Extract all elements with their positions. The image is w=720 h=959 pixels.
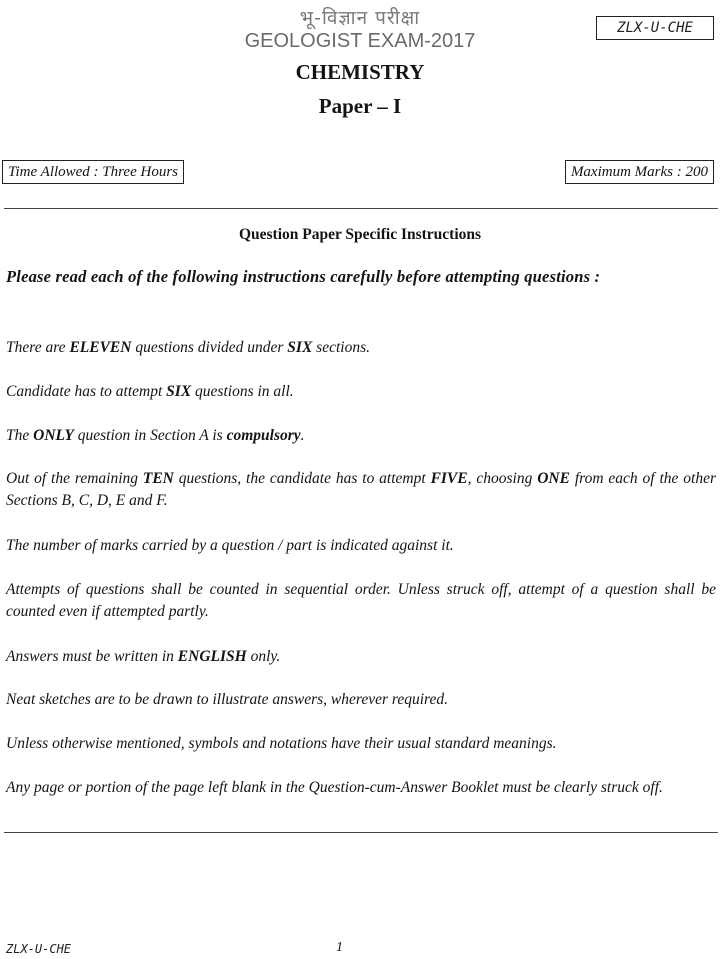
instruction-item: Neat sketches are to be drawn to illustrate answers, wherever required. [6,691,448,708]
footer-paper-code: ZLX-U-CHE [6,942,72,956]
instruction-item: The ONLY question in Section A is compulsory. [6,427,305,444]
instruction-item: Any page or portion of the page left blank in the Question-cum-Answer Booklet must be clearly struck off. [6,779,663,796]
emphasis-text: ONE [537,470,570,487]
time-allowed-box: Time Allowed : Three Hours [2,160,184,184]
instruction-item: Out of the remaining TEN questions, the candidate has to attempt FIVE, choosing ONE from each of the other Sections B, C, D, E and F. [6,470,716,509]
divider-bottom [4,832,718,833]
emphasis-text: FIVE [430,470,468,487]
page-number: 1 [336,940,343,955]
emphasis-text: TEN [142,470,174,487]
instruction-item: Unless otherwise mentioned, symbols and notations have their usual standard meanings. [6,735,557,752]
instruction-item: Attempts of questions shall be counted in sequential order. Unless struck off, attempt of a question shall be counted even if attempted partly. [6,581,716,620]
divider-top [4,208,718,209]
exam-title: GEOLOGIST EXAM-2017 [244,30,476,52]
emphasis-text: ONLY [33,427,74,444]
instructions-intro: Please read each of the following instructions carefully before attempting questions : [6,267,601,286]
emphasis-text: ELEVEN [69,339,132,356]
exam-title-hindi: भू-विज्ञान परीक्षा [299,7,421,29]
instruction-item: The number of marks carried by a question / part is indicated against it. [6,537,454,554]
paper-code-box: ZLX-U-CHE [596,16,714,40]
instructions-heading: Question Paper Specific Instructions [238,226,482,243]
instruction-item: There are ELEVEN questions divided under SIX sections. [6,339,370,356]
emphasis-text: compulsory [226,427,301,444]
maximum-marks-box: Maximum Marks : 200 [565,160,714,184]
paper-title: Paper – I [318,94,402,118]
emphasis-text: ENGLISH [177,648,247,665]
instruction-item: Candidate has to attempt SIX questions in all. [6,383,294,400]
instruction-item: Answers must be written in ENGLISH only. [6,648,281,665]
emphasis-text: SIX [166,383,192,400]
subject-title: CHEMISTRY [295,60,425,84]
emphasis-text: SIX [287,339,313,356]
